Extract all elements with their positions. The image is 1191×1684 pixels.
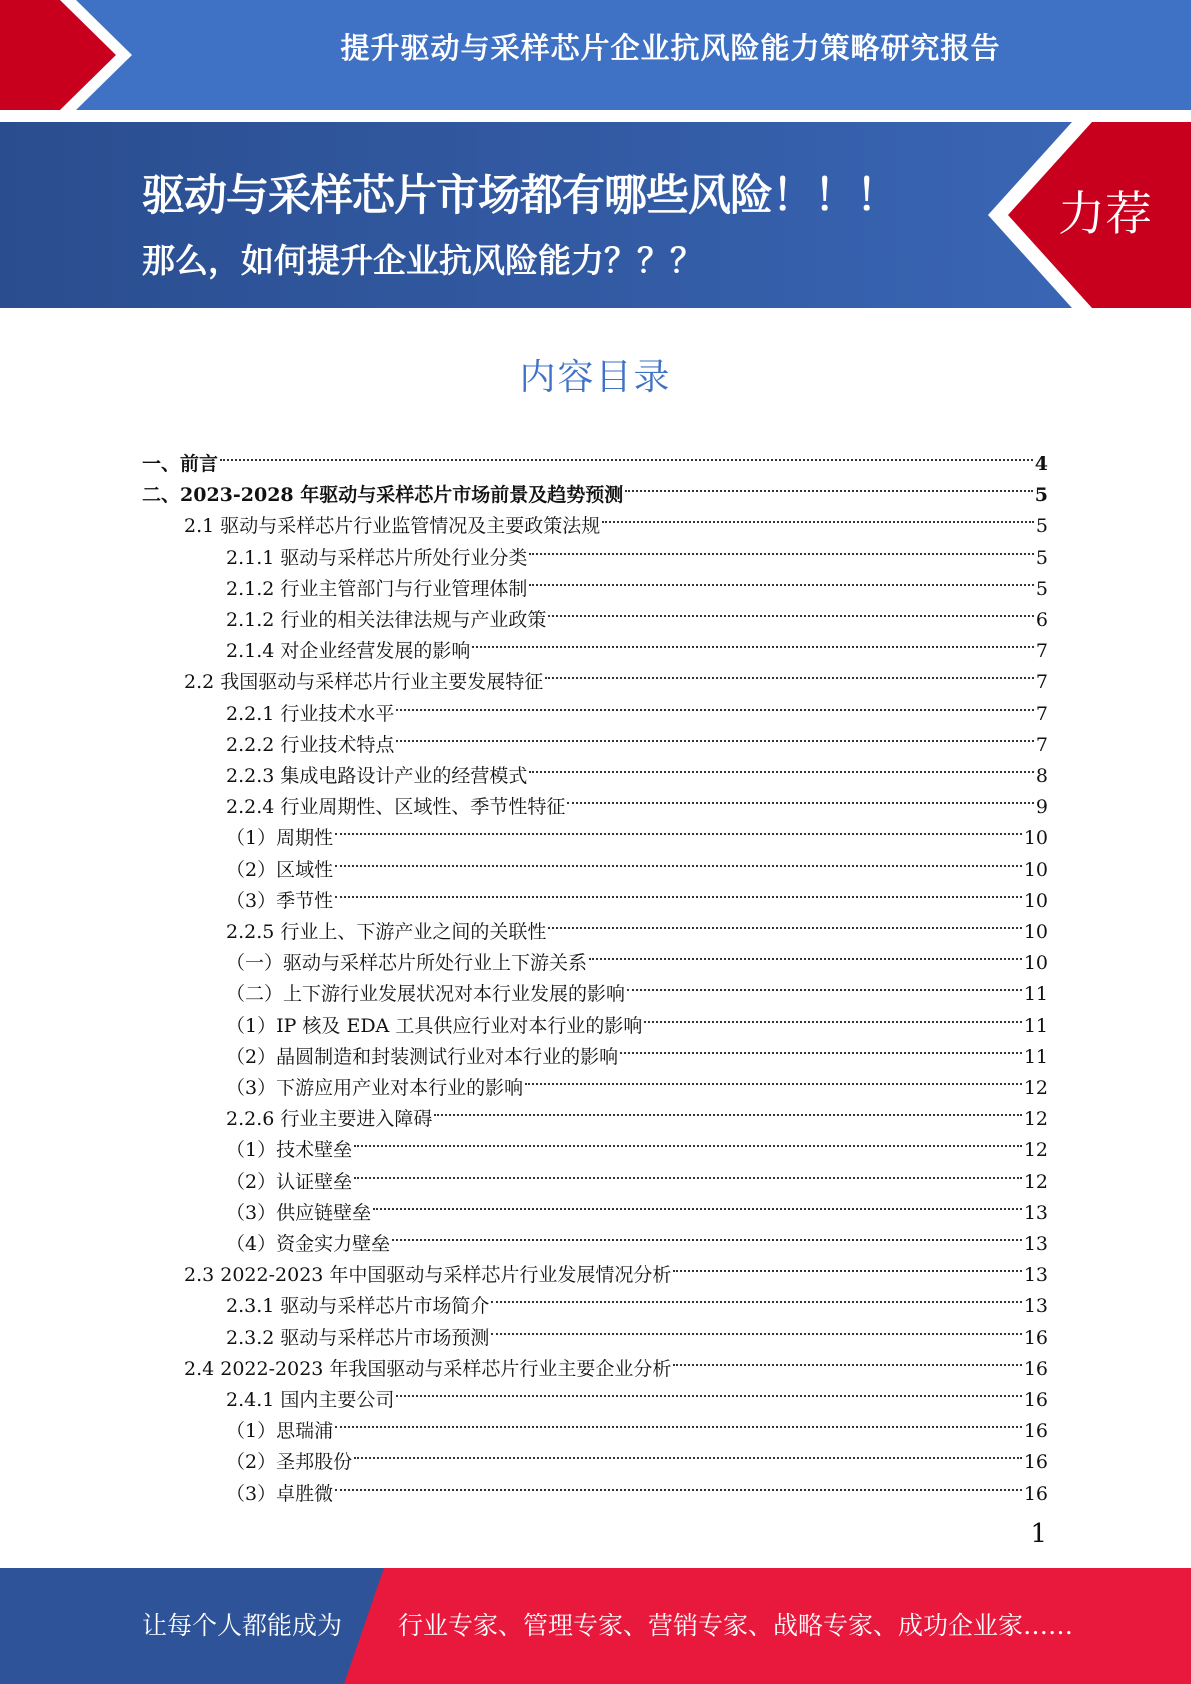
hero-headline: 驱动与采样芯片市场都有哪些风险！！！ xyxy=(142,171,898,221)
toc-entry-title: 2.2.2 行业技术特点 xyxy=(226,733,395,756)
toc-entry[interactable] xyxy=(226,1467,1048,1505)
toc-entry-page: 16 xyxy=(1023,1389,1048,1411)
toc-leader-dots xyxy=(589,927,1022,960)
toc-entry-title: （1）技术壁垒 xyxy=(226,1139,353,1162)
toc-leader-dots xyxy=(545,646,1034,679)
toc-entry-page: 6 xyxy=(1035,609,1048,631)
toc-entry-page: 5 xyxy=(1035,577,1048,600)
toc-entry-page: 4 xyxy=(1034,453,1048,475)
top-banner xyxy=(0,0,1191,110)
page-number: 1 xyxy=(1030,1519,1047,1549)
toc-entry-title: 2.2 我国驱动与采样芯片行业主要发展特征 xyxy=(184,671,544,694)
toc-entry-page: 12 xyxy=(1023,1077,1048,1099)
toc-entry-title: （4）资金实力壁垒 xyxy=(226,1233,391,1255)
toc-entry-title: 2.1.2 行业的相关法律法规与产业政策 xyxy=(226,609,547,631)
toc-leader-dots xyxy=(673,1333,1021,1366)
footer-slogan-left: 让每个人都能成为 xyxy=(142,1611,343,1640)
toc-entry-page: 16 xyxy=(1023,1420,1048,1443)
toc-entry-page: 11 xyxy=(1023,1014,1048,1037)
toc-heading: 内容目录 xyxy=(519,357,672,398)
toc-entry-title: （2）晶圆制造和封装测试行业对本行业的影响 xyxy=(226,1045,619,1068)
toc-leader-dots xyxy=(335,1395,1022,1428)
toc-entry-title: （1）周期性 xyxy=(226,827,334,850)
toc-leader-dots xyxy=(335,834,1022,867)
toc-leader-dots xyxy=(627,958,1022,991)
toc-entry-page: 13 xyxy=(1023,1201,1048,1224)
toc-entry-title: （2）认证壁垒 xyxy=(226,1170,353,1193)
toc-entry-page: 13 xyxy=(1023,1264,1048,1287)
toc-entry-page: 7 xyxy=(1035,702,1048,725)
toc-entry-title: 二、2023-2028 年驱动与采样芯片市场前景及趋势预测 xyxy=(142,484,624,507)
toc-entry-title: 2.3.1 驱动与采样芯片市场简介 xyxy=(226,1295,490,1318)
toc-leader-dots xyxy=(644,990,1021,1023)
toc-leader-dots xyxy=(373,1177,1022,1210)
toc-leader-dots xyxy=(491,1270,1021,1303)
recommend-badge: 力荐 xyxy=(1058,187,1152,242)
toc-entry-title: 2.2.6 行业主要进入障碍 xyxy=(226,1108,433,1131)
toc-entry-title: （1）IP 核及 EDA 工具供应行业对本行业的影响 xyxy=(226,1014,643,1037)
toc-entry-title: （3）卓胜微 xyxy=(226,1482,334,1505)
toc-leader-dots xyxy=(472,615,1034,648)
toc-entry-title: （3）季节性 xyxy=(226,889,334,912)
toc-leader-dots xyxy=(548,584,1034,617)
toc-entry-title: 2.3.2 驱动与采样芯片市场预测 xyxy=(226,1326,490,1349)
toc-leader-dots xyxy=(620,1021,1022,1054)
toc-leader-dots xyxy=(396,678,1034,711)
toc-entry-title: （一）驱动与采样芯片所处行业上下游关系 xyxy=(226,952,588,975)
toc-entry-title: （2）区域性 xyxy=(226,858,334,881)
toc-entry-title: 2.1.4 对企业经营发展的影响 xyxy=(226,640,471,663)
toc-leader-dots xyxy=(673,1239,1021,1272)
toc-entry-page: 7 xyxy=(1035,671,1048,694)
toc-entry-page: 11 xyxy=(1023,983,1048,1006)
toc-leader-dots xyxy=(529,522,1034,555)
toc-leader-dots xyxy=(354,1146,1022,1179)
toc-leader-dots xyxy=(529,740,1034,773)
toc-leader-dots xyxy=(335,865,1022,898)
toc-leader-dots xyxy=(354,1114,1022,1147)
toc-entry-page: 16 xyxy=(1023,1482,1048,1505)
toc-entry-title: 2.1 驱动与采样芯片行业监管情况及主要政策法规 xyxy=(184,515,601,538)
red-chevron-decoration xyxy=(0,0,150,110)
toc-entry-page: 7 xyxy=(1035,733,1048,756)
toc-leader-dots xyxy=(525,1052,1022,1085)
toc-entry-title: 2.1.1 驱动与采样芯片所处行业分类 xyxy=(226,546,528,569)
toc-entry-page: 11 xyxy=(1023,1045,1048,1068)
toc-entry-page: 12 xyxy=(1023,1139,1048,1162)
toc-entry-page: 13 xyxy=(1023,1295,1048,1318)
toc-leader-dots xyxy=(392,1208,1022,1241)
toc-entry-page: 5 xyxy=(1035,515,1048,538)
toc-entry-page: 5 xyxy=(1035,546,1048,569)
toc-entry-page: 13 xyxy=(1023,1233,1048,1255)
toc-entry-page: 8 xyxy=(1035,765,1048,787)
toc-leader-dots xyxy=(335,1458,1022,1491)
toc-entry-page: 16 xyxy=(1023,1326,1048,1349)
toc-entry-page: 7 xyxy=(1035,640,1048,663)
toc-entry-page: 10 xyxy=(1023,921,1048,943)
toc-entry-title: 2.4.1 国内主要公司 xyxy=(226,1389,395,1411)
toc-entry-page: 16 xyxy=(1023,1451,1048,1474)
footer-slogan-right: 行业专家、管理专家、营销专家、战略专家、成功企业家…… xyxy=(398,1611,1074,1640)
toc-leader-dots xyxy=(602,490,1034,523)
toc-entry-page: 10 xyxy=(1023,889,1048,912)
toc-entry-page: 9 xyxy=(1035,796,1048,819)
toc-entry-title: （1）思瑞浦 xyxy=(226,1420,334,1443)
toc-entry-title: 2.2.1 行业技术水平 xyxy=(226,702,395,725)
footer-banner xyxy=(0,1568,1191,1684)
toc-entry-page: 5 xyxy=(1034,484,1048,507)
toc-entry-title: 2.2.3 集成电路设计产业的经营模式 xyxy=(226,765,528,787)
toc-entry-title: （二）上下游行业发展状况对本行业发展的影响 xyxy=(226,983,626,1006)
toc-leader-dots xyxy=(625,459,1033,492)
toc-leader-dots xyxy=(220,428,1033,461)
toc-leader-dots xyxy=(335,802,1022,835)
toc-entry-page: 10 xyxy=(1023,952,1048,975)
toc-entry-page: 10 xyxy=(1023,858,1048,881)
toc-leader-dots xyxy=(354,1426,1022,1459)
report-title: 提升驱动与采样芯片企业抗风险能力策略研究报告 xyxy=(340,31,1001,65)
toc-entry-title: 2.4 2022-2023 年我国驱动与采样芯片行业主要企业分析 xyxy=(184,1357,672,1380)
toc-leader-dots xyxy=(396,1364,1021,1397)
toc-entry-title: 一、前言 xyxy=(142,453,219,475)
toc-leader-dots xyxy=(548,896,1021,929)
toc-entry-title: 2.2.4 行业周期性、区域性、季节性特征 xyxy=(226,796,566,819)
toc-entry-title: （2）圣邦股份 xyxy=(226,1451,353,1474)
toc-leader-dots xyxy=(529,553,1034,586)
toc-leader-dots xyxy=(434,1083,1021,1116)
toc-leader-dots xyxy=(396,709,1034,742)
toc-entry-page: 10 xyxy=(1023,827,1048,850)
toc-entry-page: 16 xyxy=(1023,1357,1048,1380)
toc-entry-page: 12 xyxy=(1023,1108,1048,1131)
hero-subheadline: 那么，如何提升企业抗风险能力？？？ xyxy=(142,241,703,280)
toc-entry-title: （3）下游应用产业对本行业的影响 xyxy=(226,1077,524,1099)
toc-entry-title: 2.3 2022-2023 年中国驱动与采样芯片行业发展情况分析 xyxy=(184,1264,672,1287)
toc-entry-title: 2.1.2 行业主管部门与行业管理体制 xyxy=(226,577,528,600)
toc-entry-title: （3）供应链壁垒 xyxy=(226,1201,372,1224)
divider xyxy=(0,110,1191,122)
toc-entry-page: 12 xyxy=(1023,1170,1048,1193)
toc-leader-dots xyxy=(491,1302,1021,1335)
hero-banner xyxy=(0,122,1191,308)
toc-entry-title: 2.2.5 行业上、下游产业之间的关联性 xyxy=(226,921,547,943)
toc-leader-dots xyxy=(567,771,1034,804)
